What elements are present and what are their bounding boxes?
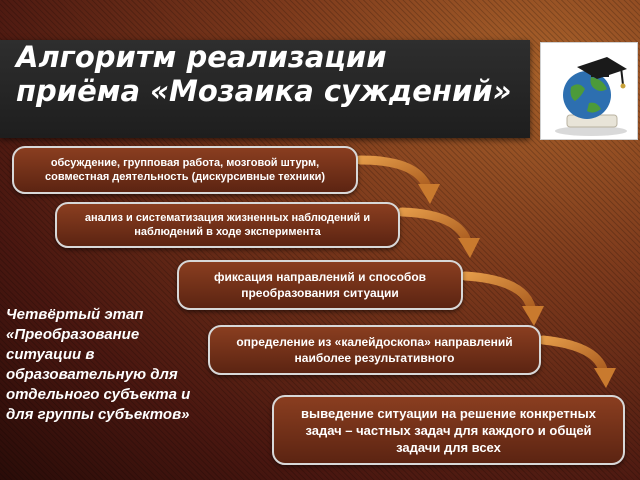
- arrow-2-head: [458, 238, 480, 258]
- step-3-box: [177, 260, 463, 310]
- arrow-3-head: [522, 306, 544, 326]
- step-5-box: [272, 395, 625, 465]
- arrow-1: [360, 160, 428, 190]
- step-2-box: [55, 202, 400, 248]
- arrow-2: [402, 212, 468, 244]
- arrow-1-head: [418, 184, 440, 204]
- arrow-3: [465, 276, 532, 312]
- step-2-text: анализ и систематизация жизненных наблюдений и наблюдений в ходе эксперимента: [84, 212, 371, 238]
- step-4-text: определение из «калейдоскопа» направлений наиболее результативного: [236, 335, 513, 365]
- stage-description: Четвёртый этап «Преобразование ситуации в образовательную для отдельного субъекта и для группы субъектов»: [6, 306, 191, 423]
- step-1-box: [12, 146, 358, 194]
- step-3-text: фиксация направлений и способов преобразования ситуации: [213, 270, 427, 300]
- step-4-box: [208, 325, 541, 375]
- slide-title: Алгоритм реализации приёма «Мозаика суждений»: [16, 40, 512, 108]
- step-5-text: выведение ситуации на решение конкретных задач – частных задач для каждого и общей задачи для всех: [301, 405, 596, 455]
- arrow-4-head: [594, 368, 616, 388]
- step-1-text: обсуждение, групповая работа, мозговой штурм, совместная деятельность (дискурсивные техники): [44, 157, 325, 183]
